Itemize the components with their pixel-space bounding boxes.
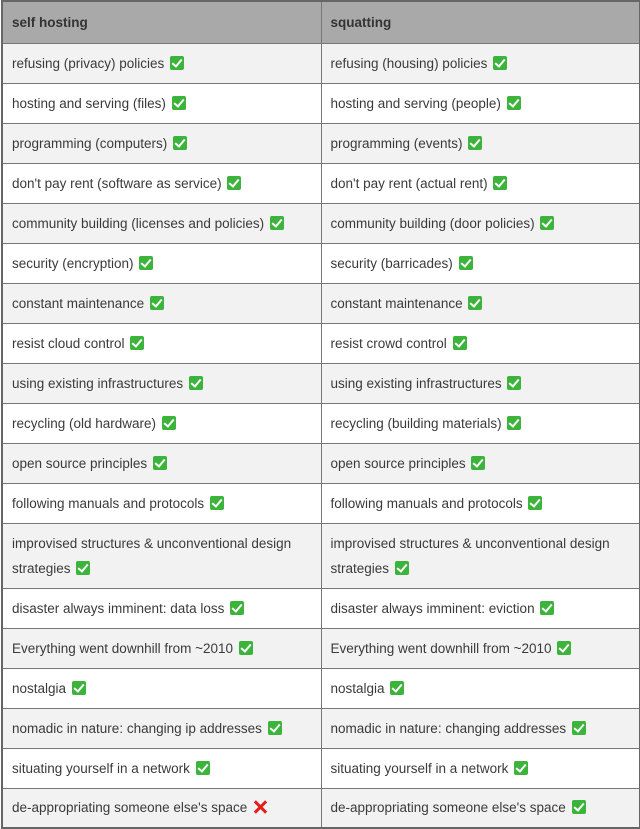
cell-squatting — [321, 203, 640, 243]
check-mark-icon — [153, 456, 167, 470]
cell-squatting — [321, 243, 640, 283]
cell-squatting — [321, 788, 640, 828]
cell-self-hosting — [2, 628, 321, 668]
cell-self-hosting — [2, 163, 321, 203]
cell-text: programming (computers) — [12, 135, 168, 151]
cell-squatting — [321, 523, 640, 588]
table-row — [2, 123, 640, 163]
check-mark-icon — [239, 641, 253, 655]
cell-text: following manuals and protocols — [330, 495, 523, 511]
cell-squatting — [321, 283, 640, 323]
check-mark-icon — [471, 456, 485, 470]
check-mark-icon — [72, 681, 86, 695]
check-mark-icon — [459, 256, 473, 270]
check-mark-icon — [528, 496, 542, 510]
cell-self-hosting — [2, 83, 321, 123]
cell-text: resist crowd control — [330, 335, 447, 351]
check-mark-icon — [76, 561, 90, 575]
cell-text: refusing (housing) policies — [330, 55, 488, 71]
cell-text: community building (door policies) — [330, 215, 535, 231]
cell-text: refusing (privacy) policies — [12, 55, 165, 71]
cell-self-hosting — [2, 43, 321, 83]
check-mark-icon — [540, 601, 554, 615]
table-row — [2, 788, 640, 828]
cell-text: nostalgia — [12, 680, 67, 696]
table-row — [2, 323, 640, 363]
check-mark-icon — [390, 681, 404, 695]
check-mark-icon — [170, 56, 184, 70]
table-row — [2, 363, 640, 403]
table-row — [2, 83, 640, 123]
check-mark-icon — [507, 376, 521, 390]
check-mark-icon — [227, 176, 241, 190]
cell-squatting — [321, 708, 640, 748]
cell-squatting — [321, 163, 640, 203]
cell-text: following manuals and protocols — [12, 495, 205, 511]
header-row — [2, 1, 640, 43]
cell-self-hosting — [2, 668, 321, 708]
cell-text: de-appropriating someone else's space — [12, 800, 248, 816]
table-row — [2, 283, 640, 323]
check-mark-icon — [572, 721, 586, 735]
table-row — [2, 668, 640, 708]
cell-text: hosting and serving (files) — [12, 95, 166, 111]
check-mark-icon — [150, 296, 164, 310]
cell-self-hosting — [2, 788, 321, 828]
cell-squatting — [321, 363, 640, 403]
cell-text: don't pay rent (software as service) — [12, 175, 222, 191]
cell-squatting — [321, 668, 640, 708]
check-mark-icon — [210, 496, 224, 510]
cross-mark-icon — [253, 800, 267, 814]
table-row — [2, 708, 640, 748]
table-row — [2, 43, 640, 83]
cell-squatting — [321, 43, 640, 83]
cell-self-hosting — [2, 283, 321, 323]
cell-text: constant maintenance — [12, 295, 145, 311]
cell-text: nomadic in nature: changing addresses — [330, 720, 567, 736]
check-mark-icon — [514, 761, 528, 775]
cell-text: situating yourself in a network — [12, 760, 190, 776]
check-mark-icon — [172, 96, 186, 110]
check-mark-icon — [268, 721, 282, 735]
cell-self-hosting — [2, 203, 321, 243]
check-mark-icon — [130, 336, 144, 350]
cell-self-hosting — [2, 523, 321, 588]
cell-squatting — [321, 403, 640, 443]
cell-self-hosting — [2, 363, 321, 403]
cell-text: disaster always imminent: eviction — [330, 600, 535, 616]
check-mark-icon — [507, 416, 521, 430]
check-mark-icon — [453, 336, 467, 350]
table-row — [2, 628, 640, 668]
table-row — [2, 243, 640, 283]
cell-text: security (encryption) — [12, 255, 134, 271]
check-mark-icon — [189, 376, 203, 390]
check-mark-icon — [540, 216, 554, 230]
cell-self-hosting — [2, 708, 321, 748]
cell-squatting — [321, 628, 640, 668]
cell-text: disaster always imminent: data loss — [12, 600, 225, 616]
cell-text: Everything went downhill from ~2010 — [12, 640, 233, 656]
cell-self-hosting — [2, 243, 321, 283]
check-mark-icon — [493, 176, 507, 190]
cell-self-hosting — [2, 323, 321, 363]
check-mark-icon — [196, 761, 210, 775]
cell-text: improvised structures & unconventional design strategies — [330, 535, 610, 576]
check-mark-icon — [395, 561, 409, 575]
cell-squatting — [321, 588, 640, 628]
check-mark-icon — [468, 136, 482, 150]
table-row — [2, 163, 640, 203]
cell-text: don't pay rent (actual rent) — [330, 175, 488, 191]
cell-text: programming (events) — [330, 135, 463, 151]
check-mark-icon — [557, 641, 571, 655]
cell-text: situating yourself in a network — [330, 760, 509, 776]
cell-text: resist cloud control — [12, 335, 125, 351]
check-mark-icon — [270, 216, 284, 230]
cell-self-hosting — [2, 443, 321, 483]
check-mark-icon — [493, 56, 507, 70]
cell-self-hosting — [2, 588, 321, 628]
cell-text: recycling (building materials) — [330, 415, 502, 431]
table-row — [2, 403, 640, 443]
cell-text: nostalgia — [330, 680, 385, 696]
cell-squatting — [321, 748, 640, 788]
check-mark-icon — [139, 256, 153, 270]
cell-text: recycling (old hardware) — [12, 415, 157, 431]
comparison-table — [1, 0, 640, 829]
table-row — [2, 483, 640, 523]
cell-text: Everything went downhill from ~2010 — [330, 640, 552, 656]
table-row — [2, 203, 640, 243]
cell-text: open source principles — [330, 455, 466, 471]
cell-squatting — [321, 323, 640, 363]
cell-squatting — [321, 443, 640, 483]
header-self-hosting: self hosting — [2, 1, 321, 43]
cell-self-hosting — [2, 123, 321, 163]
table-row — [2, 443, 640, 483]
cell-text: de-appropriating someone else's space — [330, 800, 566, 816]
cell-text: community building (licenses and policies) — [12, 215, 265, 231]
check-mark-icon — [507, 96, 521, 110]
cell-squatting — [321, 83, 640, 123]
table-row — [2, 748, 640, 788]
check-mark-icon — [162, 416, 176, 430]
cell-text: improvised structures & unconventional design strategies — [12, 535, 292, 576]
cell-squatting — [321, 483, 640, 523]
cell-self-hosting — [2, 748, 321, 788]
cell-text: open source principles — [12, 455, 148, 471]
cell-text: security (barricades) — [330, 255, 453, 271]
cell-text: using existing infrastructures — [330, 375, 502, 391]
cell-text: using existing infrastructures — [12, 375, 184, 391]
cell-text: hosting and serving (people) — [330, 95, 501, 111]
cell-text: nomadic in nature: changing ip addresses — [12, 720, 262, 736]
cell-self-hosting — [2, 403, 321, 443]
cell-self-hosting — [2, 483, 321, 523]
header-squatting: squatting — [321, 1, 640, 43]
table-row — [2, 523, 640, 588]
table-row — [2, 588, 640, 628]
check-mark-icon — [468, 296, 482, 310]
check-mark-icon — [230, 601, 244, 615]
cell-text: constant maintenance — [330, 295, 463, 311]
cell-squatting — [321, 123, 640, 163]
check-mark-icon — [572, 800, 586, 814]
check-mark-icon — [173, 136, 187, 150]
